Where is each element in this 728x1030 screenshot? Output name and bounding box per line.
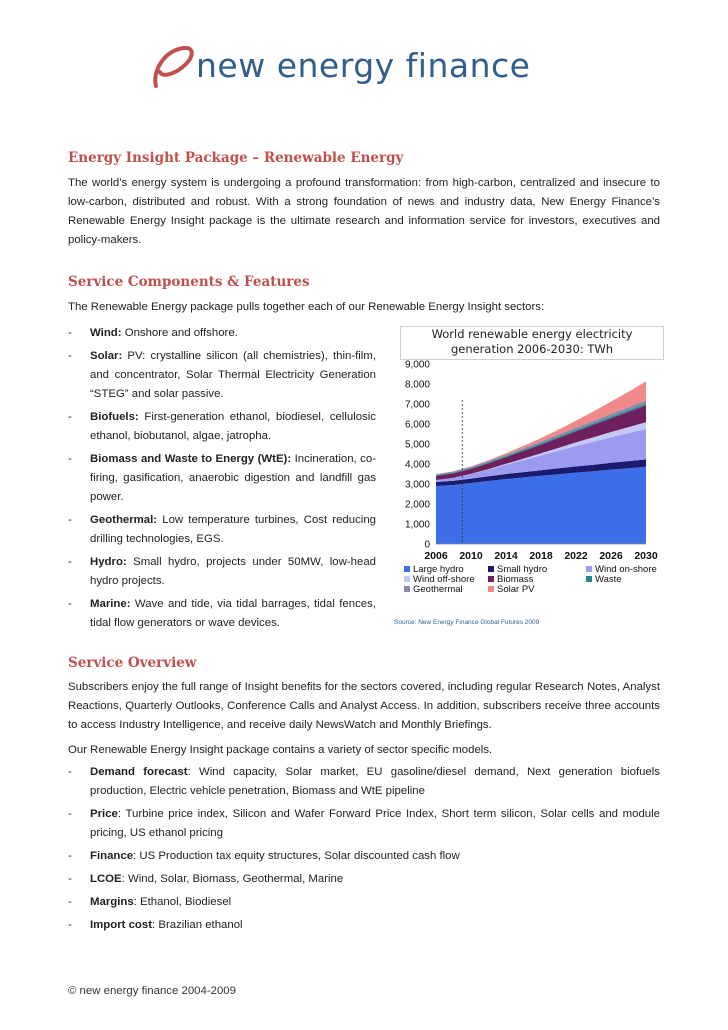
legend-label: Waste bbox=[595, 574, 622, 585]
y-tick-label: 1,000 bbox=[404, 519, 430, 531]
y-tick-label: 5,000 bbox=[404, 439, 430, 451]
list-item: - Margins: Ethanol, Biodiesel bbox=[68, 896, 232, 908]
list-item: - Marine: Wave and tide, via tidal barrages, tidal fences, tidal flow generators or wave devices. bbox=[68, 598, 376, 629]
legend-swatch bbox=[404, 576, 410, 582]
legend-label: Biomass bbox=[497, 574, 534, 585]
y-tick-label: 0 bbox=[424, 539, 430, 551]
legend-swatch bbox=[404, 586, 410, 592]
list-item: - Biomass and Waste to Energy (WtE): Incineration, co-firing, gasification, anaerobic digestion and landfill gas power. bbox=[68, 453, 376, 503]
list-item: - Geothermal: Low temperature turbines, Cost reducing drilling technologies, EGS. bbox=[68, 514, 376, 545]
x-tick-label: 2006 bbox=[424, 550, 448, 562]
brand-logo bbox=[150, 42, 570, 92]
list-item: - Solar: PV: crystalline silicon (all chemistries), thin-film, and concentrator, Solar Thermal Electricity Generation “STEG” and solar passive. bbox=[68, 350, 376, 400]
y-tick-label: 6,000 bbox=[404, 419, 430, 431]
models-list bbox=[68, 763, 660, 939]
x-tick-label: 2018 bbox=[529, 550, 553, 562]
package-heading: Energy Insight Package – Renewable Energy bbox=[68, 150, 404, 166]
y-tick-label: 2,000 bbox=[404, 499, 430, 511]
legend-swatch bbox=[488, 586, 494, 592]
legend-swatch bbox=[488, 566, 494, 572]
y-tick-label: 8,000 bbox=[404, 379, 430, 391]
legend-label: Solar PV bbox=[497, 584, 535, 595]
list-item: - Price: Turbine price index, Silicon and Wafer Forward Price Index, Short term silicon, Solar cells and module pricing, US ethanol pricing bbox=[68, 808, 660, 839]
list-item: - Hydro: Small hydro, projects under 50MW, low-head hydro projects. bbox=[68, 556, 376, 587]
y-tick-label: 9,000 bbox=[404, 359, 430, 371]
legend-swatch bbox=[586, 576, 592, 582]
brand-name: new energy finance bbox=[196, 46, 531, 85]
overview-body: Subscribers enjoy the full range of Insight benefits for the sectors covered, including regular Research Notes, Analyst Reactions, Quarterly Outlooks, Conference Calls and Analyst Access. In addition, subscribers receive three accounts to access Industry Intelligence, and receive daily NewsWatch and Monthly Briefings. bbox=[68, 681, 660, 731]
x-tick-label: 2026 bbox=[599, 550, 623, 562]
legend-label: Large hydro bbox=[413, 564, 464, 575]
x-tick-label: 2022 bbox=[564, 550, 588, 562]
legend-swatch bbox=[404, 566, 410, 572]
chart-title: World renewable energy electricity generation 2006-2030: TWh bbox=[400, 326, 664, 360]
package-body: The world’s energy system is undergoing a profound transformation: from high-carbon, centralized and insecure to low-carbon, distributed and robust. With a strong foundation of news and industry data, New Energy Finance’s Renewable Energy Insight package is the ultimate research and information service for investors, executives and policy-makers. bbox=[68, 177, 660, 246]
y-tick-label: 7,000 bbox=[404, 399, 430, 411]
list-item: - Import cost: Brazilian ethanol bbox=[68, 919, 243, 931]
overview-heading: Service Overview bbox=[68, 655, 197, 671]
list-item: - Demand forecast: Wind capacity, Solar market, EU gasoline/diesel demand, Next generation biofuels production, Electric vehicle penetration, Biomass and WtE pipeline bbox=[68, 766, 660, 797]
components-list bbox=[68, 324, 376, 637]
legend-label: Geothermal bbox=[413, 584, 463, 595]
legend-swatch bbox=[488, 576, 494, 582]
footer-copyright: © new energy finance 2004-2009 bbox=[68, 985, 236, 997]
x-tick-label: 2010 bbox=[459, 550, 483, 562]
x-tick-label: 2014 bbox=[494, 550, 518, 562]
chart-source: Source: New Energy Finance Global Futures 2009 bbox=[394, 619, 540, 626]
x-tick-label: 2030 bbox=[634, 550, 658, 562]
list-item: - LCOE: Wind, Solar, Biomass, Geothermal, Marine bbox=[68, 873, 344, 885]
y-tick-label: 4,000 bbox=[404, 459, 430, 471]
list-item: - Wind: Onshore and offshore. bbox=[68, 327, 238, 339]
components-intro: The Renewable Energy package pulls together each of our Renewable Energy Insight sectors: bbox=[68, 301, 545, 313]
list-item: - Finance: US Production tax equity structures, Solar discounted cash flow bbox=[68, 850, 460, 862]
legend-label: Small hydro bbox=[497, 564, 548, 575]
legend-label: Wind off-shore bbox=[413, 574, 475, 585]
overview-models-intro: Our Renewable Energy Insight package contains a variety of sector specific models. bbox=[68, 744, 493, 756]
renewable-generation-chart bbox=[376, 322, 666, 632]
components-heading: Service Components & Features bbox=[68, 274, 310, 290]
brand-swoosh-icon bbox=[150, 42, 198, 92]
list-item: - Biofuels: First-generation ethanol, biodiesel, cellulosic ethanol, biobutanol, algae, jatropha. bbox=[68, 411, 376, 442]
y-tick-label: 3,000 bbox=[404, 479, 430, 491]
legend-swatch bbox=[586, 566, 592, 572]
legend-label: Wind on-shore bbox=[595, 564, 657, 575]
